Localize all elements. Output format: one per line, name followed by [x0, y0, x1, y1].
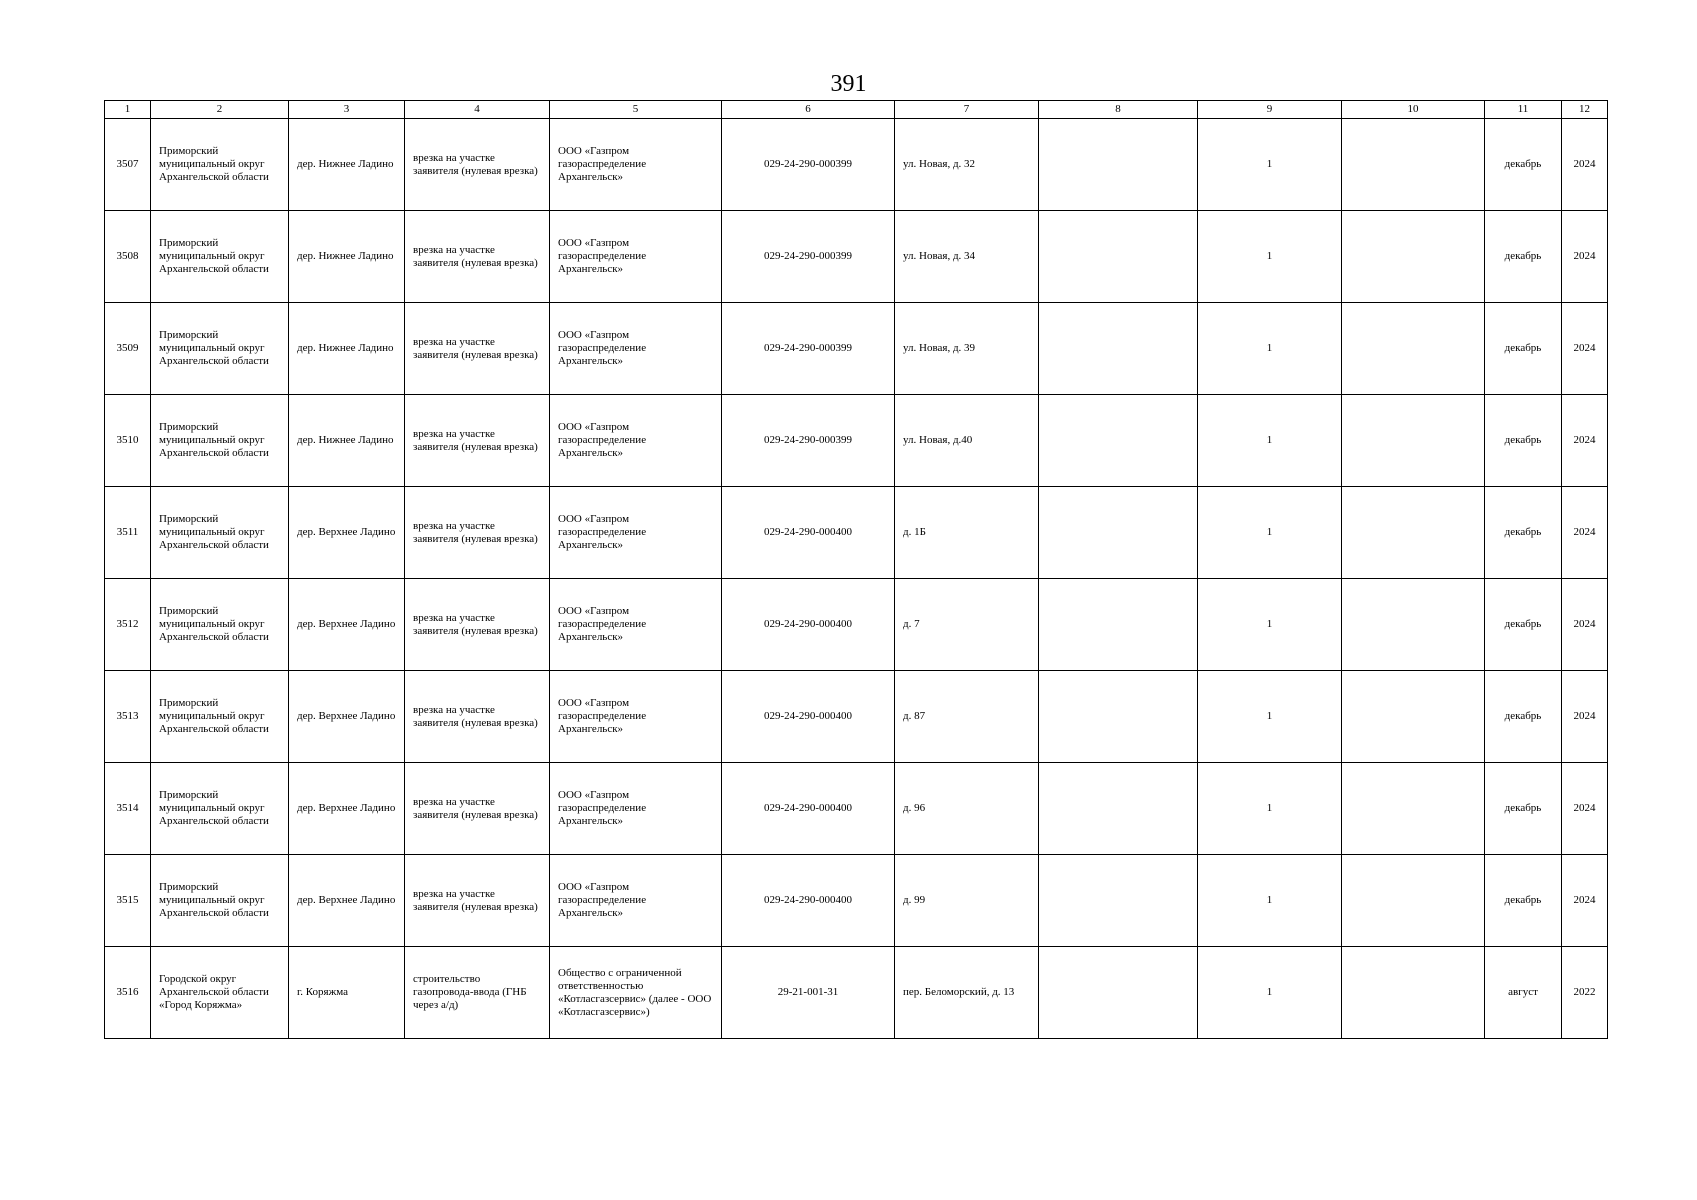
table-row: [105, 487, 1608, 579]
column-header: 10: [1342, 101, 1485, 119]
gas-connection-table: [104, 100, 1608, 1039]
organization-cell: ООО «Газпром газораспределение Архангельск»: [550, 303, 722, 395]
address-cell: д. 7: [895, 579, 1039, 671]
district-cell: Городской округ Архангельской области «Город Коряжма»: [151, 947, 289, 1039]
table-row: [105, 763, 1608, 855]
row-number-cell: 3514: [105, 763, 151, 855]
year-cell: 2024: [1562, 579, 1608, 671]
object-code-cell: 029-24-290-000399: [722, 211, 895, 303]
settlement-cell: дер. Верхнее Ладино: [289, 855, 405, 947]
work-type-cell: строительство газопровода-ввода (ГНБ через а/д): [405, 947, 550, 1039]
row-number-cell: 3515: [105, 855, 151, 947]
column-header: 4: [405, 101, 550, 119]
month-cell: декабрь: [1485, 119, 1562, 211]
table-row: [105, 303, 1608, 395]
month-cell: декабрь: [1485, 855, 1562, 947]
address-cell: ул. Новая, д. 32: [895, 119, 1039, 211]
work-type-cell: врезка на участке заявителя (нулевая врезка): [405, 855, 550, 947]
settlement-cell: дер. Верхнее Ладино: [289, 671, 405, 763]
column-10-cell: [1342, 671, 1485, 763]
quantity-cell: 1: [1198, 855, 1342, 947]
column-10-cell: [1342, 947, 1485, 1039]
settlement-cell: дер. Нижнее Ладино: [289, 395, 405, 487]
table-row: [105, 947, 1608, 1039]
column-header: 3: [289, 101, 405, 119]
settlement-cell: дер. Верхнее Ладино: [289, 487, 405, 579]
organization-cell: ООО «Газпром газораспределение Архангельск»: [550, 395, 722, 487]
column-header: 8: [1039, 101, 1198, 119]
organization-cell: ООО «Газпром газораспределение Архангельск»: [550, 671, 722, 763]
column-10-cell: [1342, 303, 1485, 395]
address-cell: ул. Новая, д. 39: [895, 303, 1039, 395]
month-cell: декабрь: [1485, 763, 1562, 855]
object-code-cell: 029-24-290-000400: [722, 763, 895, 855]
quantity-cell: 1: [1198, 395, 1342, 487]
column-header: 5: [550, 101, 722, 119]
column-header: 11: [1485, 101, 1562, 119]
object-code-cell: 029-24-290-000400: [722, 487, 895, 579]
object-code-cell: 29-21-001-31: [722, 947, 895, 1039]
column-header: 7: [895, 101, 1039, 119]
column-8-cell: [1039, 211, 1198, 303]
quantity-cell: 1: [1198, 671, 1342, 763]
row-number-cell: 3508: [105, 211, 151, 303]
district-cell: Приморский муниципальный округ Архангельской области: [151, 395, 289, 487]
table-row: [105, 579, 1608, 671]
column-8-cell: [1039, 579, 1198, 671]
quantity-cell: 1: [1198, 763, 1342, 855]
column-10-cell: [1342, 487, 1485, 579]
column-10-cell: [1342, 119, 1485, 211]
year-cell: 2024: [1562, 119, 1608, 211]
row-number-cell: 3516: [105, 947, 151, 1039]
table-row: [105, 119, 1608, 211]
column-8-cell: [1039, 119, 1198, 211]
work-type-cell: врезка на участке заявителя (нулевая врезка): [405, 395, 550, 487]
settlement-cell: дер. Нижнее Ладино: [289, 211, 405, 303]
quantity-cell: 1: [1198, 579, 1342, 671]
column-10-cell: [1342, 395, 1485, 487]
organization-cell: ООО «Газпром газораспределение Архангельск»: [550, 763, 722, 855]
quantity-cell: 1: [1198, 303, 1342, 395]
column-header: 6: [722, 101, 895, 119]
work-type-cell: врезка на участке заявителя (нулевая врезка): [405, 763, 550, 855]
work-type-cell: врезка на участке заявителя (нулевая врезка): [405, 487, 550, 579]
year-cell: 2024: [1562, 395, 1608, 487]
table-row: [105, 211, 1608, 303]
address-cell: ул. Новая, д. 34: [895, 211, 1039, 303]
address-cell: ул. Новая, д.40: [895, 395, 1039, 487]
organization-cell: ООО «Газпром газораспределение Архангельск»: [550, 487, 722, 579]
settlement-cell: дер. Нижнее Ладино: [289, 303, 405, 395]
work-type-cell: врезка на участке заявителя (нулевая врезка): [405, 119, 550, 211]
column-header: 2: [151, 101, 289, 119]
district-cell: Приморский муниципальный округ Архангельской области: [151, 763, 289, 855]
year-cell: 2024: [1562, 211, 1608, 303]
settlement-cell: дер. Верхнее Ладино: [289, 579, 405, 671]
year-cell: 2024: [1562, 303, 1608, 395]
page-number: 391: [830, 71, 867, 97]
address-cell: пер. Беломорский, д. 13: [895, 947, 1039, 1039]
district-cell: Приморский муниципальный округ Архангельской области: [151, 671, 289, 763]
column-header: 9: [1198, 101, 1342, 119]
year-cell: 2022: [1562, 947, 1608, 1039]
column-8-cell: [1039, 671, 1198, 763]
object-code-cell: 029-24-290-000400: [722, 579, 895, 671]
column-10-cell: [1342, 763, 1485, 855]
table-row: [105, 855, 1608, 947]
month-cell: декабрь: [1485, 579, 1562, 671]
column-8-cell: [1039, 947, 1198, 1039]
organization-cell: ООО «Газпром газораспределение Архангельск»: [550, 211, 722, 303]
column-10-cell: [1342, 211, 1485, 303]
object-code-cell: 029-24-290-000399: [722, 303, 895, 395]
row-number-cell: 3507: [105, 119, 151, 211]
district-cell: Приморский муниципальный округ Архангельской области: [151, 855, 289, 947]
year-cell: 2024: [1562, 671, 1608, 763]
column-header: 1: [105, 101, 151, 119]
organization-cell: ООО «Газпром газораспределение Архангельск»: [550, 579, 722, 671]
quantity-cell: 1: [1198, 487, 1342, 579]
settlement-cell: г. Коряжма: [289, 947, 405, 1039]
organization-cell: ООО «Газпром газораспределение Архангельск»: [550, 855, 722, 947]
district-cell: Приморский муниципальный округ Архангельской области: [151, 119, 289, 211]
district-cell: Приморский муниципальный округ Архангельской области: [151, 211, 289, 303]
column-8-cell: [1039, 855, 1198, 947]
column-8-cell: [1039, 487, 1198, 579]
year-cell: 2024: [1562, 855, 1608, 947]
object-code-cell: 029-24-290-000399: [722, 119, 895, 211]
settlement-cell: дер. Нижнее Ладино: [289, 119, 405, 211]
organization-cell: Общество с ограниченной ответственностью «Котласгазсервис» (далее - ООО «Котласгазсервис»): [550, 947, 722, 1039]
row-number-cell: 3511: [105, 487, 151, 579]
year-cell: 2024: [1562, 763, 1608, 855]
settlement-cell: дер. Верхнее Ладино: [289, 763, 405, 855]
object-code-cell: 029-24-290-000399: [722, 395, 895, 487]
work-type-cell: врезка на участке заявителя (нулевая врезка): [405, 671, 550, 763]
row-number-cell: 3512: [105, 579, 151, 671]
row-number-cell: 3510: [105, 395, 151, 487]
month-cell: декабрь: [1485, 211, 1562, 303]
column-8-cell: [1039, 395, 1198, 487]
month-cell: декабрь: [1485, 395, 1562, 487]
work-type-cell: врезка на участке заявителя (нулевая врезка): [405, 303, 550, 395]
district-cell: Приморский муниципальный округ Архангельской области: [151, 303, 289, 395]
column-8-cell: [1039, 303, 1198, 395]
column-8-cell: [1039, 763, 1198, 855]
work-type-cell: врезка на участке заявителя (нулевая врезка): [405, 211, 550, 303]
district-cell: Приморский муниципальный округ Архангельской области: [151, 487, 289, 579]
month-cell: декабрь: [1485, 671, 1562, 763]
address-cell: д. 99: [895, 855, 1039, 947]
month-cell: декабрь: [1485, 487, 1562, 579]
month-cell: август: [1485, 947, 1562, 1039]
quantity-cell: 1: [1198, 947, 1342, 1039]
row-number-cell: 3509: [105, 303, 151, 395]
address-cell: д. 87: [895, 671, 1039, 763]
table-row: [105, 671, 1608, 763]
year-cell: 2024: [1562, 487, 1608, 579]
row-number-cell: 3513: [105, 671, 151, 763]
address-cell: д. 96: [895, 763, 1039, 855]
object-code-cell: 029-24-290-000400: [722, 855, 895, 947]
object-code-cell: 029-24-290-000400: [722, 671, 895, 763]
district-cell: Приморский муниципальный округ Архангельской области: [151, 579, 289, 671]
quantity-cell: 1: [1198, 211, 1342, 303]
table-row: [105, 395, 1608, 487]
work-type-cell: врезка на участке заявителя (нулевая врезка): [405, 579, 550, 671]
column-10-cell: [1342, 579, 1485, 671]
quantity-cell: 1: [1198, 119, 1342, 211]
month-cell: декабрь: [1485, 303, 1562, 395]
column-number-row: [105, 101, 1608, 119]
address-cell: д. 1Б: [895, 487, 1039, 579]
column-10-cell: [1342, 855, 1485, 947]
organization-cell: ООО «Газпром газораспределение Архангельск»: [550, 119, 722, 211]
column-header: 12: [1562, 101, 1608, 119]
